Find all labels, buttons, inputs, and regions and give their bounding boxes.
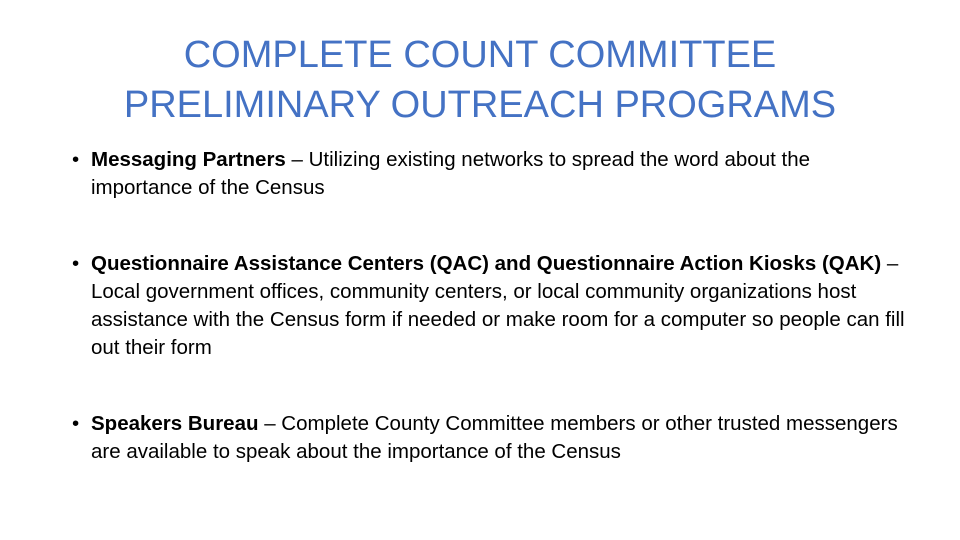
title-line-2: PRELIMINARY OUTREACH PROGRAMS: [123, 84, 837, 126]
bullet-term: Speakers Bureau: [91, 412, 259, 435]
bullet-text: – Complete County Committee members or other trusted messengers are available to speak about the importance of the Census: [91, 412, 898, 463]
bullet-item-questionnaire-assistance: [72, 250, 912, 362]
bullet-item-speakers-bureau: [72, 410, 912, 466]
bullet-dot-icon: •: [72, 252, 80, 275]
bullet-text: – Utilizing existing networks to spread the word about the importance of the Census: [91, 148, 810, 199]
bullet-dot-icon: •: [72, 412, 80, 435]
bullet-dot-icon: •: [72, 148, 80, 171]
bullet-term: Questionnaire Assistance Centers (QAC) and Questionnaire Action Kiosks (QAK): [91, 252, 882, 275]
title-line-1: COMPLETE COUNT COMMITTEE: [183, 34, 777, 76]
slide-title: [60, 30, 900, 130]
bullet-text: – Local government offices, community centers, or local community organizations host assistance with the Census form if needed or make room for a computer so people can fill out their form: [91, 252, 905, 359]
bullet-term: Messaging Partners: [91, 148, 286, 171]
bullet-list: [72, 146, 912, 514]
bullet-item-messaging-partners: [72, 146, 912, 202]
